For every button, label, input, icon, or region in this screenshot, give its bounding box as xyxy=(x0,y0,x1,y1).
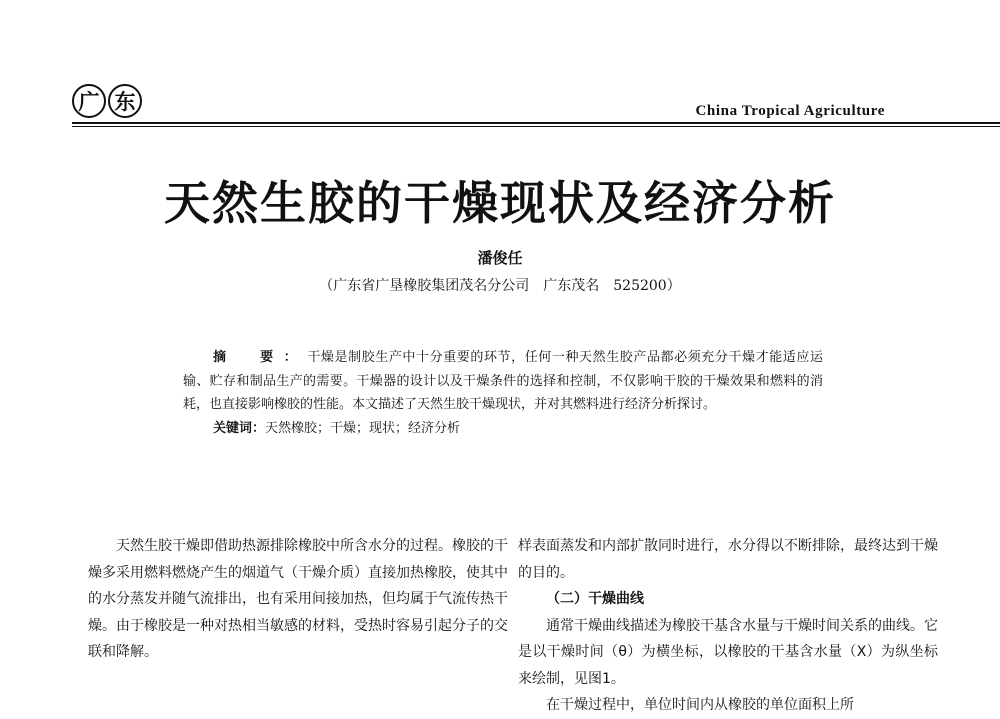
journal-name: China Tropical Agriculture xyxy=(695,103,885,119)
abstract-block xyxy=(183,346,823,440)
body-paragraph-cut: 在干燥过程中，单位时间内从橡胶的单位面积上所 xyxy=(546,697,854,713)
keywords-text: 天然橡胶；干燥；现状；经济分析 xyxy=(265,420,461,436)
logo-char-dong: 东 xyxy=(108,84,142,118)
author-affiliation: （广东省广垦橡胶集团茂名分公司 广东茂名 525200） xyxy=(319,278,681,294)
header-rule-thin xyxy=(72,126,1000,127)
body-paragraph: 通常干燥曲线描述为橡胶干基含水量与干燥时间关系的曲线。它是以干燥时间（θ）为横坐标，以橡胶的干基含水量（X）为纵坐标来绘制，见图1。 xyxy=(518,617,938,687)
abstract-paragraph xyxy=(183,346,823,417)
keywords-label: 关键词： xyxy=(213,420,266,436)
abstract-text: 干燥是制胶生产中十分重要的环节，任何一种天然生胶产品都必须充分干燥才能适应运输、贮存和制品生产的需要。干燥器的设计以及干燥条件的选择和控制，不仅影响干胶的干燥效果和燃料的消耗，也直接影响橡胶的性能。本文描述了天然生胶干燥现状，并对其燃料进行经济分析探讨。 xyxy=(183,350,823,412)
keywords-line xyxy=(213,417,823,441)
body-paragraph: 天然生胶干燥即借助热源排除橡胶中所含水分的过程。橡胶的干燥多采用燃料燃烧产生的烟道气（干燥介质）直接加热橡胶，使其中的水分蒸发并随气流排出，也有采用间接加热，但均属于气流传热干燥。由于橡胶是一种对热相当敏感的材料，受热时容易引起分子的交联和降解。 xyxy=(88,538,508,660)
body-paragraph-continued: 样表面蒸发和内部扩散同时进行，水分得以不断排除，最终达到干燥的目的。 xyxy=(518,538,938,581)
journal-logo xyxy=(72,82,144,120)
abstract-label: 摘 要： xyxy=(213,350,308,365)
logo-char-guang: 广 xyxy=(72,84,106,118)
section-heading: （二）干燥曲线 xyxy=(546,591,644,607)
header-rule xyxy=(72,122,1000,124)
article-title: 天然生胶的干燥现状及经济分析 xyxy=(164,176,836,230)
author-name: 潘俊任 xyxy=(477,249,523,267)
body-column-left xyxy=(88,533,508,666)
body-column-right xyxy=(518,533,938,719)
